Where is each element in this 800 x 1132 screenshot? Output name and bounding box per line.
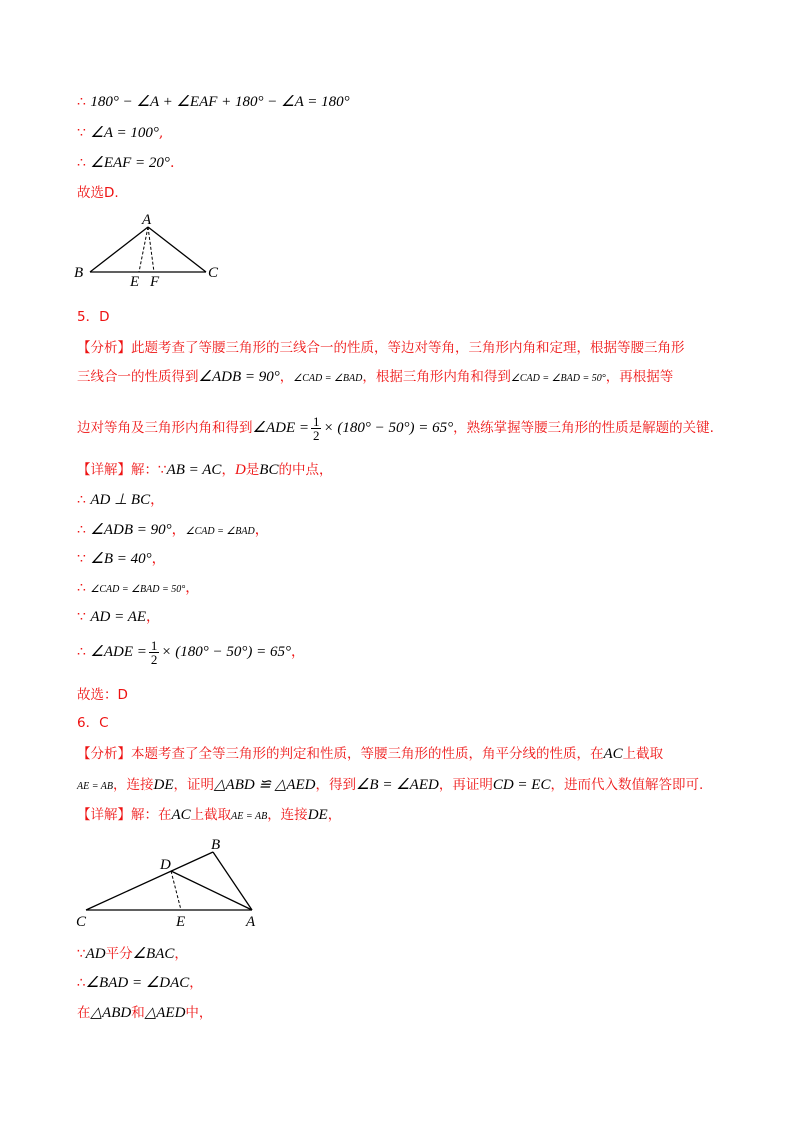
q5-final-fraction-half: $\frac{1}{2}$ [150,637,158,667]
q5-step-4: ∴ ∠CAD = ∠BAD = 50°， [77,580,200,596]
q4-label-C: C [208,265,219,281]
q6-triangle-figure [70,833,270,933]
q5-fraction-half: $\frac{1}{2}$ [312,413,320,443]
q5-step-3: ∵ ∠B = 40°， [77,551,166,567]
q6-label-B: B [211,837,221,853]
q5-step-2: ∴ ∠ADB = 90°，∠CAD = ∠BAD， [77,522,269,538]
q4-step-3: ∴ ∠EAF = 20°. [77,155,175,171]
q4-triangle-figure [70,210,240,290]
q6-label-C: C [76,914,87,930]
q4-segment-AF [148,227,154,272]
q4-step-2: ∵ ∠A = 100°, [77,125,164,141]
q4-label-E: E [130,274,140,290]
q5-step-1: ∴ AD ⊥ BC， [77,492,165,508]
q5-answer: 故选：D [77,687,128,703]
q4-side-AB [90,227,148,272]
q5-analysis-line-3: 边对等角及三角形内角和得到∠ADE = $\frac{1}{2}$ × (180° − 50°) = 65°，熟练掌握等腰三角形的性质是解题的关键. [77,413,714,443]
q6-label-E: E [176,914,186,930]
q4-label-B: B [74,265,84,281]
q6-label-D: D [160,857,171,873]
q6-step-3: 在△ABD和△AED中， [77,1005,213,1021]
q6-detail-line: 【详解】解：在AC上截取AE = AB，连接DE， [77,807,342,823]
q5-step-final: ∴ ∠ADE = $\frac{1}{2}$ × (180° − 50°) = 65°， [77,637,305,667]
q6-analysis-line-1: 【分析】本题考查了全等三角形的判定和性质，等腰三角形的性质，角平分线的性质，在AC上截取 [77,746,664,762]
q6-side-CB [86,852,213,910]
q5-number: 5．D [77,309,110,325]
q4-label-A: A [142,212,152,228]
q5-step-5: ∵ AD = AE， [77,609,161,625]
q6-analysis-line-2: AE = AB，连接DE，证明△ABD ≌ △AED，得到∠B = ∠AED，再证明CD = EC，进而代入数值解答即可. [77,777,704,793]
q4-label-F: F [150,274,160,290]
q4-step-1: ∴ 180° − ∠A + ∠EAF + 180° − ∠A = 180° [77,94,350,110]
q4-side-AC [148,227,206,272]
q6-number: 6．C [77,715,109,731]
q5-detail-line: 【详解】解：∵AB = AC，D是BC的中点， [77,462,333,478]
q6-segment-DA [171,871,252,910]
q4-answer: 故选D. [77,185,119,201]
q6-label-A: A [246,914,256,930]
q5-analysis-line-2: 三线合一的性质得到∠ADB = 90°，∠CAD = ∠BAD，根据三角形内角和得到∠CAD = ∠BAD = 50°，再根据等 [77,369,674,385]
q5-analysis-line-1: 【分析】此题考查了等腰三角形的三线合一的性质，等边对等角，三角形内角和定理，根据等腰三角形 [77,340,685,356]
q6-step-1: ∵AD平分∠BAC， [77,946,188,962]
q6-segment-DE [171,871,181,910]
q6-step-2: ∴∠BAD = ∠DAC， [77,975,203,991]
